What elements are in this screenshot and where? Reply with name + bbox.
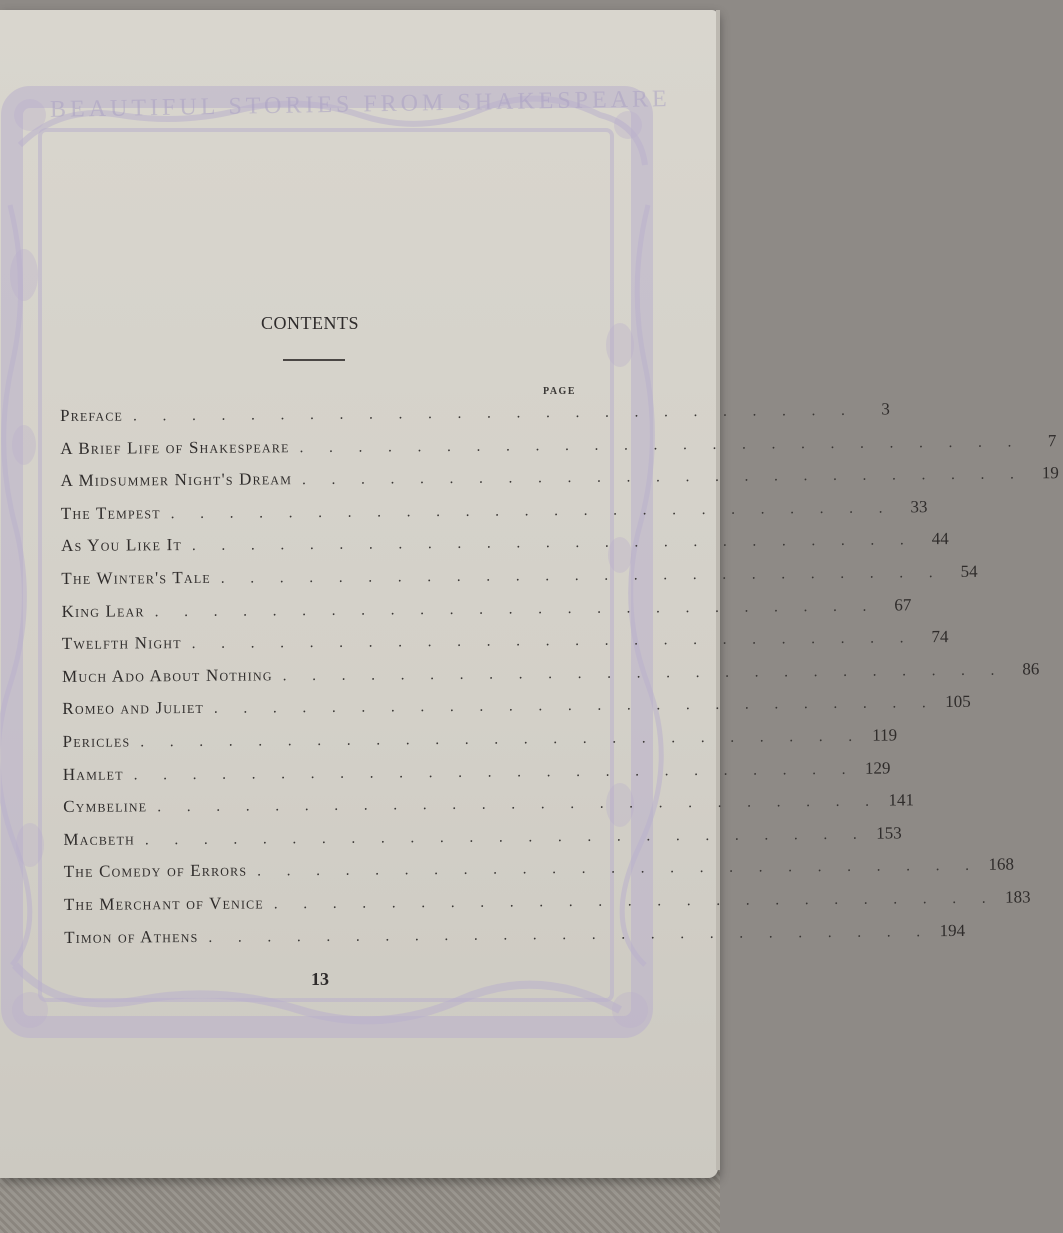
toc-entry bbox=[62, 659, 1040, 700]
page-column-label: PAGE bbox=[542, 386, 576, 397]
dot-leader: . . . . . . . . . . . . . . . . . . . . . . . . . bbox=[144, 826, 868, 849]
banner-text: BEAUTIFUL STORIES FROM SHAKESPEARE bbox=[49, 86, 671, 123]
toc-entry bbox=[60, 463, 1059, 504]
toc-entry bbox=[61, 627, 949, 667]
entry-title: Cymbeline bbox=[63, 796, 148, 817]
dot-leader: . . . . . . . . . . . . . . . . . . . . . . . . . bbox=[154, 598, 878, 620]
entry-page: 153 bbox=[876, 823, 902, 843]
entry-title: A Brief Life of Shakespeare bbox=[60, 436, 290, 458]
entry-page: 3 bbox=[881, 399, 890, 419]
dot-leader: . . . . . . . . . . . . . . . . . . . . . . . . . bbox=[191, 630, 915, 653]
dot-leader: . . . . . . . . . . . . . . . . . . . . . . . . . bbox=[157, 793, 881, 816]
entry-title: Macbeth bbox=[63, 829, 136, 849]
toc-entry bbox=[61, 561, 978, 602]
entry-page: 44 bbox=[931, 529, 949, 549]
entry-page: 7 bbox=[1047, 430, 1057, 450]
entry-page: 141 bbox=[888, 790, 915, 810]
dot-leader: . . . . . . . . . . . . . . . . . . . . . . . . . bbox=[133, 761, 857, 783]
toc-entry bbox=[61, 529, 949, 569]
entry-title: The Comedy of Errors bbox=[63, 860, 248, 882]
entry-title: King Lear bbox=[61, 600, 145, 621]
entry-title: The Merchant of Venice bbox=[63, 893, 264, 914]
toc-entry bbox=[61, 594, 912, 634]
page-number: 13 bbox=[311, 969, 329, 989]
entry-title: Twelfth Night bbox=[61, 633, 182, 654]
entry-page: 33 bbox=[910, 496, 928, 517]
toc-entry bbox=[63, 887, 1031, 928]
entry-title: The Winter's Tale bbox=[61, 567, 211, 588]
entry-title: Preface bbox=[60, 405, 124, 425]
toc-entry bbox=[60, 399, 890, 439]
dot-leader: . . . . . . . . . . . . . . . . . . . . . . . . . bbox=[191, 532, 915, 555]
entry-page: 129 bbox=[864, 758, 891, 778]
dot-leader: . . . . . . . . . . . . . . . . . . . . . . . . . bbox=[213, 695, 937, 718]
entry-title: Pericles bbox=[62, 731, 131, 751]
dot-leader: . . . . . . . . . . . . . . . . . . . . . . . . . bbox=[302, 466, 1025, 489]
dot-leader: . . . . . . . . . . . . . . . . . . . . . . . . . bbox=[133, 402, 856, 425]
entry-page: 19 bbox=[1041, 463, 1059, 483]
dot-leader: . . . . . . . . . . . . . . . . . . . . . . . . . bbox=[273, 890, 997, 913]
entry-page: 119 bbox=[872, 725, 898, 745]
page-edge bbox=[716, 10, 720, 1170]
contents-heading: CONTENTS bbox=[261, 313, 359, 333]
entry-title: Timon of Athens bbox=[64, 926, 199, 947]
toc-entry bbox=[62, 725, 898, 765]
entry-title: Romeo and Juliet bbox=[62, 698, 205, 719]
dot-leader: . . . . . . . . . . . . . . . . . . . . . . . . . bbox=[299, 434, 1023, 456]
dot-leader: . . . . . . . . . . . . . . . . . . . . . . . . . bbox=[140, 728, 864, 751]
toc-entry bbox=[60, 496, 928, 537]
entry-title: A Midsummer Night's Dream bbox=[60, 469, 293, 491]
entry-title: The Tempest bbox=[60, 502, 161, 523]
entry-page: 105 bbox=[945, 692, 971, 712]
dot-leader: . . . . . . . . . . . . . . . . . . . . . . . . . bbox=[257, 858, 981, 880]
entry-title: As You Like It bbox=[61, 535, 183, 556]
toc-entry bbox=[62, 692, 971, 732]
dot-leader: . . . . . . . . . . . . . . . . . . . . . . . . . bbox=[282, 662, 1006, 685]
entry-page: 74 bbox=[931, 627, 949, 647]
entry-page: 67 bbox=[894, 594, 912, 615]
heading-rule bbox=[283, 359, 345, 361]
entry-title: Hamlet bbox=[62, 764, 124, 784]
entry-title: Much Ado About Nothing bbox=[62, 665, 273, 686]
toc-entry bbox=[63, 854, 1015, 895]
toc-entry bbox=[63, 790, 915, 830]
entry-page: 54 bbox=[960, 561, 978, 581]
entry-page: 183 bbox=[1005, 887, 1031, 907]
toc-entry bbox=[63, 823, 902, 863]
table-of-contents bbox=[60, 399, 1059, 960]
dot-leader: . . . . . . . . . . . . . . . . . . . . . . . . . bbox=[208, 923, 932, 946]
entry-page: 168 bbox=[988, 854, 1015, 875]
dot-leader: . . . . . . . . . . . . . . . . . . . . . . . . . bbox=[220, 565, 944, 587]
dot-leader: . . . . . . . . . . . . . . . . . . . . . . . . . bbox=[170, 500, 894, 522]
toc-entry bbox=[60, 430, 1057, 471]
toc-entry bbox=[64, 920, 966, 960]
entry-page: 86 bbox=[1022, 659, 1040, 679]
entry-page: 194 bbox=[939, 920, 966, 940]
toc-entry bbox=[62, 758, 891, 797]
